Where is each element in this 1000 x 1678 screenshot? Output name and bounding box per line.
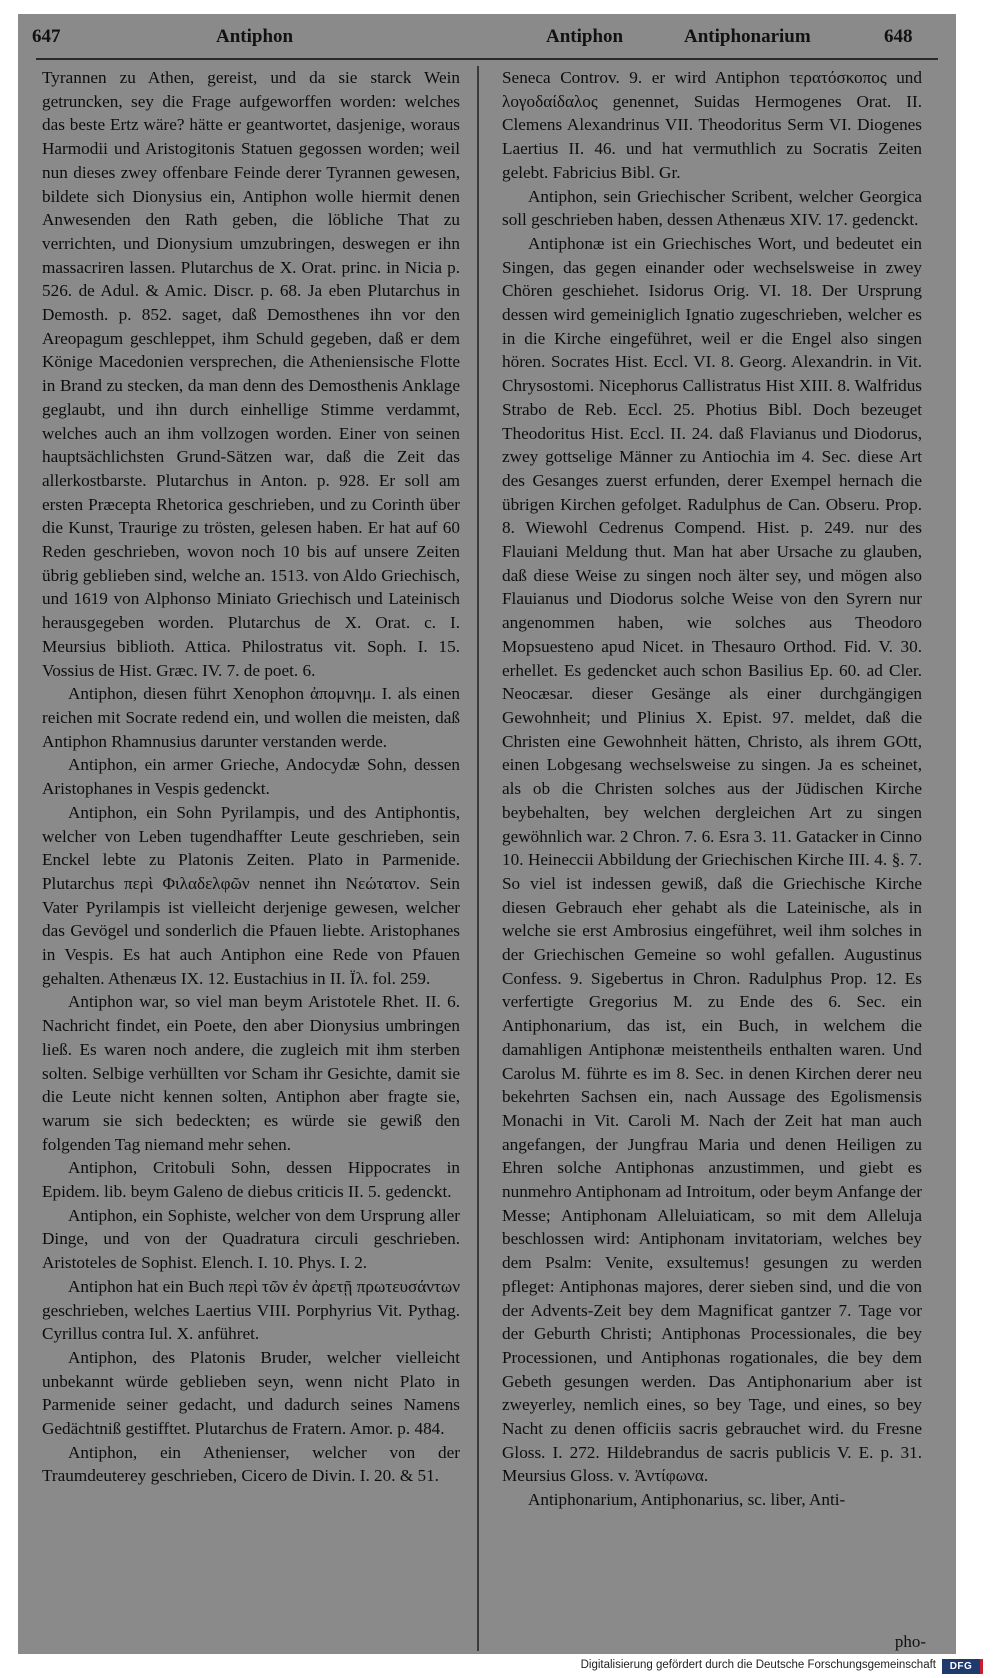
- entry-paragraph: Seneca Controv. 9. er wird Antiphon τερατόσκοπος und λογοδαίδαλος genennet, Suidas Hermogenes Orat. II. Clemens Alexandrinus VII. Theodoritus Serm VI. Diogenes Laertius II. 46. und hat vermuthlich zu Socratis Zeiten gelebt. Fabricius Bibl. Gr.: [502, 68, 922, 182]
- entry-paragraph: Antiphon, sein Griechischer Scribent, welcher Georgica soll geschrieben haben, dessen Athenæus XIV. 17. gedenckt.: [502, 186, 922, 230]
- entry-paragraph: Tyrannen zu Athen, gereist, und da sie starck Wein getruncken, sey die Frage aufgeworffen worden: welches das beste Ertz wäre? hätte er geantwortet, dasjenige, woraus Harmodii und Aristogitonis Statuen gegossen worden; weil nun dieses zwey offenbare Feinde derer Tyrannen gewesen, bildete sich Dionysius ein, Antiphon wolle hiermit denen Anwesenden den Rath geben, die löbliche That zu verrichten, und Dionysium umzubringen, deswegen er ihn massacriren lassen. Plutarchus de X. Orat. princ. in Nicia p. 526. de Adul. & Amic. Discr. p. 68. Ja eben Plutarchus in Demosth. p. 852. saget, daß Demosthenes ihn vor den Areopagum geschleppet, ihm Schuld gegeben, daß er dem Könige Macedonien versprechen, die Atheniensische Flotte in Brand zu stecken, da man denn des Demosthenis Anklage geglaubt, und ihn durch einhellige Stimme verdammt, welches auch an ihm vollzogen worden. Einer von seinen hauptsächlichsten Grund-Sätzen war, daß die Zeit das allerkostbarste. Plutarchus in Anton. p. 928. Er soll am ersten Præcepta Rhetorica geschrieben, und zu Corinth über die Kunst, Traurige zu trösten, gelesen haben. Er hat auf 60 Reden geschrieben, wovon noch 10 bis auf unsere Zeiten übrig geblieben sind, welche an. 1513. von Aldo Griechisch, und 1619 von Alphonso Miniato Griechisch und Lateinisch herausgegeben worden. Plutarchus de X. Orat. c. I. Meursius biblioth. Attica. Philostratus vit. Soph. I. 15. Vossius de Hist. Græc. IV. 7. de poet. 6.: [42, 68, 460, 680]
- left-column: [42, 66, 460, 1488]
- entry-paragraph: Antiphon, Critobuli Sohn, dessen Hippocrates in Epidem. lib. beym Galeno de diebus criticis II. 5. gedenckt.: [42, 1158, 460, 1202]
- footer: [0, 1656, 1000, 1678]
- page-header: [18, 14, 956, 54]
- entry-paragraph: Antiphon, ein armer Grieche, Andocydæ Sohn, dessen Aristophanes in Vespis gedenckt.: [42, 755, 460, 799]
- left-page-number: 647: [32, 26, 61, 47]
- right-running-title-right: Antiphonarium: [684, 26, 811, 47]
- entry-paragraph: Antiphon, ein Sophiste, welcher von dem Ursprung aller Dinge, und von der Quadratura circuli geschrieben. Aristoteles de Sophist. Elench. I. 10. Phys. I. 2.: [42, 1205, 460, 1273]
- entry-paragraph: Antiphon war, so viel man beym Aristotele Rhet. II. 6. Nachricht findet, ein Poete, den aber Dionysius umbringen ließ. Es waren noch andere, die zugleich mit ihm sterben solten. Selbige verhüllten vor Scham ihr Gesichte, damit sie die Leute nicht kennen solten, Antiphon aber fragte sie, warum sie sich bedeckten; es würde sie gewiß den folgenden Tag niemand mehr sehen.: [42, 992, 460, 1154]
- dfg-logo-icon: DFG: [942, 1659, 980, 1674]
- entry-paragraph: Antiphon, des Platonis Bruder, welcher vielleicht unbekannt würde geblieben seyn, wenn nicht Plato in Parmenide seiner gedacht, und dadurch seines Namens Gedächtniß gestifftet. Plutarchus de Fratern. Amor. p. 484.: [42, 1347, 460, 1439]
- right-page-number: 648: [884, 26, 913, 47]
- right-running-title-left: Antiphon: [546, 26, 624, 47]
- entry-paragraph: Antiphon, diesen führt Xenophon ἀπομνημ. I. als einen reichen mit Socrate redend ein, und wollen die meisten, daß Antiphon Rhamnusius darunter verstanden werde.: [42, 684, 460, 751]
- scanned-page: [18, 14, 956, 1654]
- entry-paragraph: Antiphon hat ein Buch περὶ τῶν ἐν ἀρετῇ πρωτευσάντων geschrieben, welches Laertius VIII. Porphyrius Vit. Pythag. Cyrillus contra Iul. X. anführet.: [42, 1276, 460, 1344]
- catchword: pho-: [894, 1632, 926, 1651]
- entry-paragraph: Antiphon, ein Sohn Pyrilampis, und des Antiphontis, welcher von Leben tugendhaffter Leute geschrieben, sein Enckel lebte zu Platonis Zeiten. Plato in Parmenide. Plutarchus περὶ Φιλαδελφῶν nennet ihn Νεώτατον. Sein Vater Pyrilampis ist vielleicht derjenige gewesen, welcher das Gevögel und sonderlich die Pfauen liebte. Aristophanes in Vespis. Es hat auch Antiphon eine Rede von Pfauen gehalten. Athenæus IX. 12. Eustachius in II. Ϊλ. fol. 259.: [42, 802, 460, 988]
- entry-paragraph: Antiphonarium, Antiphonarius, sc. liber, Anti-: [528, 1490, 846, 1510]
- entry-paragraph: Antiphon, ein Athenienser, welcher von der Traumdeuterey geschrieben, Cicero de Divin. I. 20. & 51.: [42, 1442, 460, 1486]
- entry-paragraph: Antiphonæ ist ein Griechisches Wort, und bedeutet ein Singen, das gegen einander oder wechselsweise in zwey Chören geschiehet. Isidorus Orig. VI. 18. Der Ursprung dessen wird gemeiniglich Ignatio zugeschrieben, welcher es in die Kirche eingeführet, weil er die Engel also singen hören. Socrates Hist. Eccl. VI. 8. Georg. Alexandrin. in Vit. Chrysostomi. Nicephorus Callistratus Hist XIII. 8. Walfridus Strabo de Reb. Eccl. 25. Photius Bibl. Doch bezeuget Theodoritus Hist. Eccl. II. 24. daß Flavianus und Diodorus, zwey gottselige Männer zu Antiochia im 4. Sec. diese Art des Gesanges zuerst erfunden, derer Exempel hernach die übrigen Kirchen gefolget. Radulphus de Can. Obseru. Prop. 8. Wiewohl Cedrenus Compend. Hist. p. 249. nur des Flauiani Meldung thut. Man hat aber Ursache zu glauben, daß diese Weise zu singen noch älter sey, und mögen also Flauianus und Diodorus solche Weise von den Syrern nur angenommen haben, wie solches aus Theodoro Mopsuesteno apud Nicet. in Thesauro Orthod. Fid. V. 30. erhellet. Es gedencket auch schon Basilius Ep. 60. ad Cler. Neocæsar. dieser Gesänge als einer durchgängigen Gewohnheit; und Plinius X. Epist. 97. meldet, daß die Christen eine Gewohnheit hätten, Christo, als ihrem GOtt, einen Lobgesang wechselsweise zu singen. Ja es scheinet, als ob die Christen solches aus der Jüdischen Kirche beybehalten, bey welchen dergleichen Art zu singen gewöhnlich war. 2 Chron. 7. 6. Esra 3. 11. Gatacker in Cinno 10. Heineccii Abbildung der Griechischen Kirche III. 4. §. 7. So viel ist indessen gewiß, daß die Griechische Kirche diesen Gebrauch eher gehabt als die Lateinische, als in welche sie erst Ambrosius eingeführet, weil ihm solches in der Griechischen Gemeine so wohl gefallen. Augustinus Confess. 9. Sigebertus in Chron. Radulphus Prop. 12. Es verfertigte Gregorius M. zu Ende des 6. Sec. ein Antiphonarium, das ist, ein Buch, in welchem die damahligen Antiphonæ meistentheils enthalten waren. Und Carolus M. führte es im 8. Sec. in denen Kirchen derer neu bekehrten Sachsen ein, nach Aussage des Egolismensis Monachi in Vit. Caroli M. Nach der Zeit hat man auch angefangen, der Jungfrau Maria und denen Heiligen zu Ehren solche Antiphonas anzustimmen, und giebt es nunmehro Antiphonam ad Introitum, oder beym Anfange der Messe; Antiphonam Alleluiaticam, so mit dem Alleluja beschlossen wird: Antiphonam invitatoriam, welches bey dem Psalm: Venite, exsultemus! gesungen zu werden pfleget: Antiphonas majores, derer sieben sind, und die von der Advents-Zeit bey dem Magnificat gantzer 7. Tage vor der Geburth Christi; Antiphonas Processionales, die bey Processionen, und Antiphonas rogationales, die bey dem Gebeth gesungen werden. Das Antiphonarium aber ist zweyerley, nemlich eines, so bey Tage, und eines, so bey Nacht zu denen officiis sacris gebrauchet wird. du Fresne Gloss. I. 272. Hildebrandus de sacris publicis V. E. p. 31. Meursius Gloss. v. Ἀντίφωνα.: [502, 233, 922, 1486]
- right-column: [502, 66, 922, 1512]
- left-running-title: Antiphon: [216, 26, 294, 47]
- column-divider: [477, 66, 479, 1651]
- footer-credit: Digitalisierung gefördert durch die Deutsche Forschungsgemeinschaft: [580, 1659, 936, 1671]
- header-rule: [36, 58, 938, 60]
